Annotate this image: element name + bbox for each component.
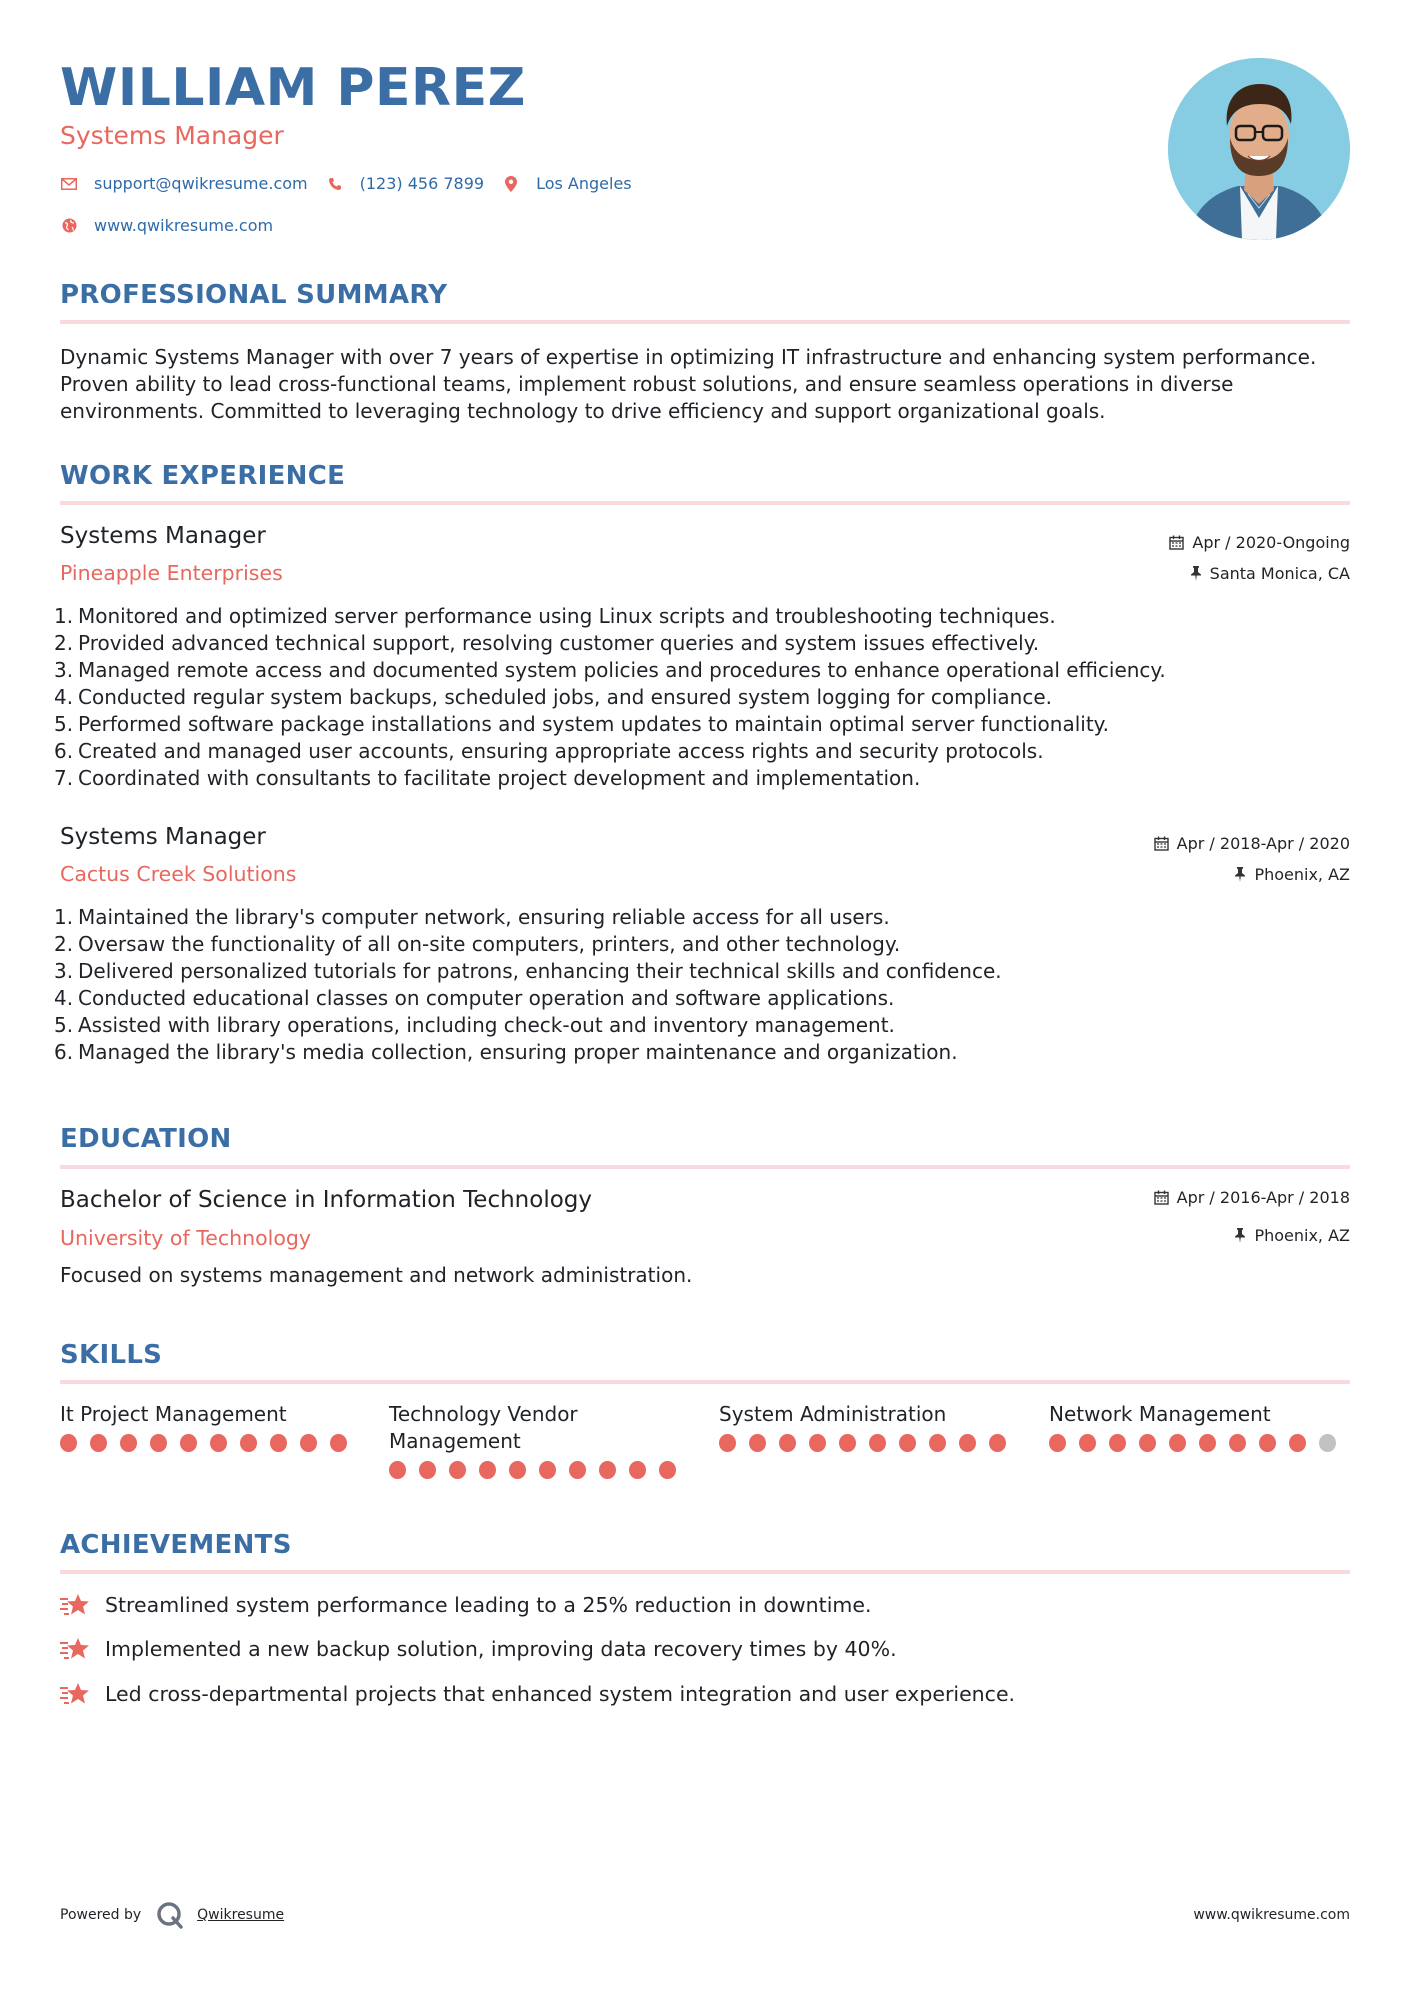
skill-dot: [1289, 1434, 1306, 1452]
skill-item: [1049, 1401, 1349, 1452]
job-location: [1234, 865, 1350, 884]
skill-dot: [539, 1461, 556, 1479]
work-divider: [60, 501, 1350, 505]
location-text: Los Angeles: [536, 174, 632, 193]
skill-dot: [839, 1434, 856, 1452]
skill-name: Technology Vendor Management: [389, 1402, 578, 1453]
powered-by-label: Powered by: [60, 1907, 142, 1923]
pushpin-icon: [1190, 566, 1202, 581]
skill-dot: [809, 1434, 826, 1452]
website-text: www.qwikresume.com: [94, 216, 274, 235]
skills-heading: SKILLS: [60, 1340, 163, 1370]
skill-dot: [599, 1461, 616, 1479]
job-location-text: Santa Monica, CA: [1209, 564, 1350, 583]
skill-dot: [270, 1434, 287, 1452]
pushpin-icon: [1234, 867, 1246, 882]
skill-dot: [120, 1434, 137, 1452]
phone-icon: [326, 175, 344, 193]
profile-photo: [1168, 58, 1350, 240]
skill-dot: [449, 1461, 466, 1479]
skill-rating: [719, 1434, 1019, 1452]
email-text: support@qwikresume.com: [94, 174, 308, 193]
skill-dot: [90, 1434, 107, 1452]
skill-dot: [150, 1434, 167, 1452]
skill-dot: [959, 1434, 976, 1452]
summary-divider: [60, 320, 1350, 324]
duty-item: Oversaw the functionality of all on-site computers, printers, and other technology.: [78, 932, 901, 956]
skill-dot: [569, 1461, 586, 1479]
skill-dot: [210, 1434, 227, 1452]
skill-dot: [1259, 1434, 1276, 1452]
skill-dot: [659, 1461, 676, 1479]
skill-dot: [479, 1461, 496, 1479]
skill-dot: [899, 1434, 916, 1452]
footer-branding: [60, 1900, 284, 1930]
duty-item: Managed remote access and documented system policies and procedures to enhance operational efficiency.: [78, 658, 1166, 682]
skill-dot: [180, 1434, 197, 1452]
education-location: [1234, 1226, 1350, 1245]
star-icon: [60, 1635, 92, 1663]
star-icon: [60, 1680, 92, 1708]
education-description: Focused on systems management and network administration.: [60, 1263, 693, 1287]
job-dates: [1154, 834, 1350, 853]
calendar-icon: [1154, 836, 1169, 851]
duty-item: Monitored and optimized server performance using Linux scripts and troubleshooting techniques.: [78, 604, 1056, 628]
job-dates: [1169, 533, 1350, 552]
calendar-icon: [1154, 1190, 1169, 1205]
skill-dot: [749, 1434, 766, 1452]
skill-rating: [60, 1434, 360, 1452]
duty-item: Coordinated with consultants to facilitate project development and implementation.: [78, 766, 921, 790]
calendar-icon: [1169, 535, 1184, 550]
skill-item: [719, 1401, 1019, 1452]
job-dates-text: Apr / 2020-Ongoing: [1192, 533, 1350, 552]
skill-dot: [1139, 1434, 1156, 1452]
skill-dot: [419, 1461, 436, 1479]
skill-name: It Project Management: [60, 1402, 287, 1426]
skill-rating: [389, 1461, 689, 1479]
location-item: [502, 174, 632, 193]
summary-text: Dynamic Systems Manager with over 7 years of expertise in optimizing IT infrastructure and enhancing system performance. Proven ability to lead cross-functional teams, implement robust solutions, and ensure seamless operations in diverse environments. Committed to leveraging technology to drive efficiency and support organizational goals.: [60, 345, 1317, 423]
job-company: Cactus Creek Solutions: [60, 862, 297, 886]
school-name: University of Technology: [60, 1226, 312, 1250]
star-icon: [60, 1591, 92, 1619]
duty-item: Maintained the library's computer network, ensuring reliable access for all users.: [78, 905, 890, 929]
achievements-divider: [60, 1570, 1350, 1574]
skill-dot: [629, 1461, 646, 1479]
skill-dot: [60, 1434, 77, 1452]
qwikresume-logo-icon: [155, 1900, 185, 1930]
skill-dot: [1199, 1434, 1216, 1452]
footer-site-link[interactable]: www.qwikresume.com: [1193, 1907, 1350, 1923]
candidate-role: Systems Manager: [60, 121, 284, 150]
skill-dot: [330, 1434, 347, 1452]
skill-rating: [1049, 1434, 1349, 1452]
achievement-item: [60, 1591, 872, 1619]
achievement-item: [60, 1635, 897, 1663]
skill-dot: [1169, 1434, 1186, 1452]
job-location-text: Phoenix, AZ: [1254, 865, 1350, 884]
duty-item: Managed the library's media collection, ensuring proper maintenance and organization.: [78, 1040, 958, 1064]
website-row: [60, 216, 291, 235]
education-dates-text: Apr / 2016-Apr / 2018: [1176, 1188, 1350, 1207]
job-duties-list: [60, 904, 1350, 1066]
website-item[interactable]: [60, 216, 273, 235]
education-dates: [1154, 1188, 1350, 1207]
job-company: Pineapple Enterprises: [60, 561, 283, 585]
education-heading: EDUCATION: [60, 1124, 232, 1154]
email-item[interactable]: [60, 174, 308, 193]
duty-item: Assisted with library operations, including check-out and inventory management.: [78, 1013, 895, 1037]
duty-item: Performed software package installations and system updates to maintain optimal server functionality.: [78, 712, 1109, 736]
skill-dot: [1229, 1434, 1246, 1452]
duty-item: Created and managed user accounts, ensuring appropriate access rights and security protocols.: [78, 739, 1044, 763]
job-duties-list: [60, 603, 1350, 792]
skill-name: Network Management: [1049, 1402, 1271, 1426]
duty-item: Conducted educational classes on computer operation and software applications.: [78, 986, 895, 1010]
skill-dot: [1079, 1434, 1096, 1452]
achievements-heading: ACHIEVEMENTS: [60, 1530, 292, 1560]
globe-icon: [60, 217, 78, 235]
duty-item: Conducted regular system backups, scheduled jobs, and ensured system logging for compliance.: [78, 685, 1052, 709]
work-heading: WORK EXPERIENCE: [60, 461, 346, 491]
duty-item: Provided advanced technical support, resolving customer queries and system issues effectively.: [78, 631, 1040, 655]
duty-item: Delivered personalized tutorials for patrons, enhancing their technical skills and confidence.: [78, 959, 1002, 983]
phone-text: (123) 456 7899: [359, 174, 485, 193]
contact-row: [60, 174, 650, 193]
map-pin-icon: [502, 175, 520, 193]
skill-dot: [779, 1434, 796, 1452]
envelope-icon: [60, 175, 78, 193]
skill-item: [389, 1401, 689, 1479]
achievement-text: Streamlined system performance leading to a 25% reduction in downtime.: [105, 1593, 872, 1617]
skill-dot: [869, 1434, 886, 1452]
job-title: Systems Manager: [60, 523, 266, 549]
skills-divider: [60, 1380, 1350, 1384]
skill-dot: [989, 1434, 1006, 1452]
phone-item[interactable]: [326, 174, 484, 193]
skill-name: System Administration: [719, 1402, 947, 1426]
pushpin-icon: [1234, 1228, 1246, 1243]
job-location: [1190, 564, 1350, 583]
job-dates-text: Apr / 2018-Apr / 2020: [1176, 834, 1350, 853]
skill-dot: [300, 1434, 317, 1452]
brand-link[interactable]: Qwikresume: [197, 1907, 285, 1923]
skill-dot: [509, 1461, 526, 1479]
skill-item: [60, 1401, 360, 1452]
candidate-name: WILLIAM PEREZ: [60, 58, 526, 118]
skill-dot: [240, 1434, 257, 1452]
skill-dot: [1319, 1434, 1336, 1452]
summary-heading: PROFESSIONAL SUMMARY: [60, 280, 448, 310]
achievement-text: Implemented a new backup solution, improving data recovery times by 40%.: [105, 1637, 897, 1661]
skill-dot: [929, 1434, 946, 1452]
education-location-text: Phoenix, AZ: [1254, 1226, 1350, 1245]
job-title: Systems Manager: [60, 824, 266, 850]
skill-dot: [1109, 1434, 1126, 1452]
degree-title: Bachelor of Science in Information Technology: [60, 1187, 592, 1213]
skill-dot: [1049, 1434, 1066, 1452]
achievement-text: Led cross-departmental projects that enhanced system integration and user experience.: [105, 1682, 1016, 1706]
education-divider: [60, 1165, 1350, 1169]
skill-dot: [719, 1434, 736, 1452]
skill-dot: [389, 1461, 406, 1479]
achievement-item: [60, 1680, 1015, 1708]
